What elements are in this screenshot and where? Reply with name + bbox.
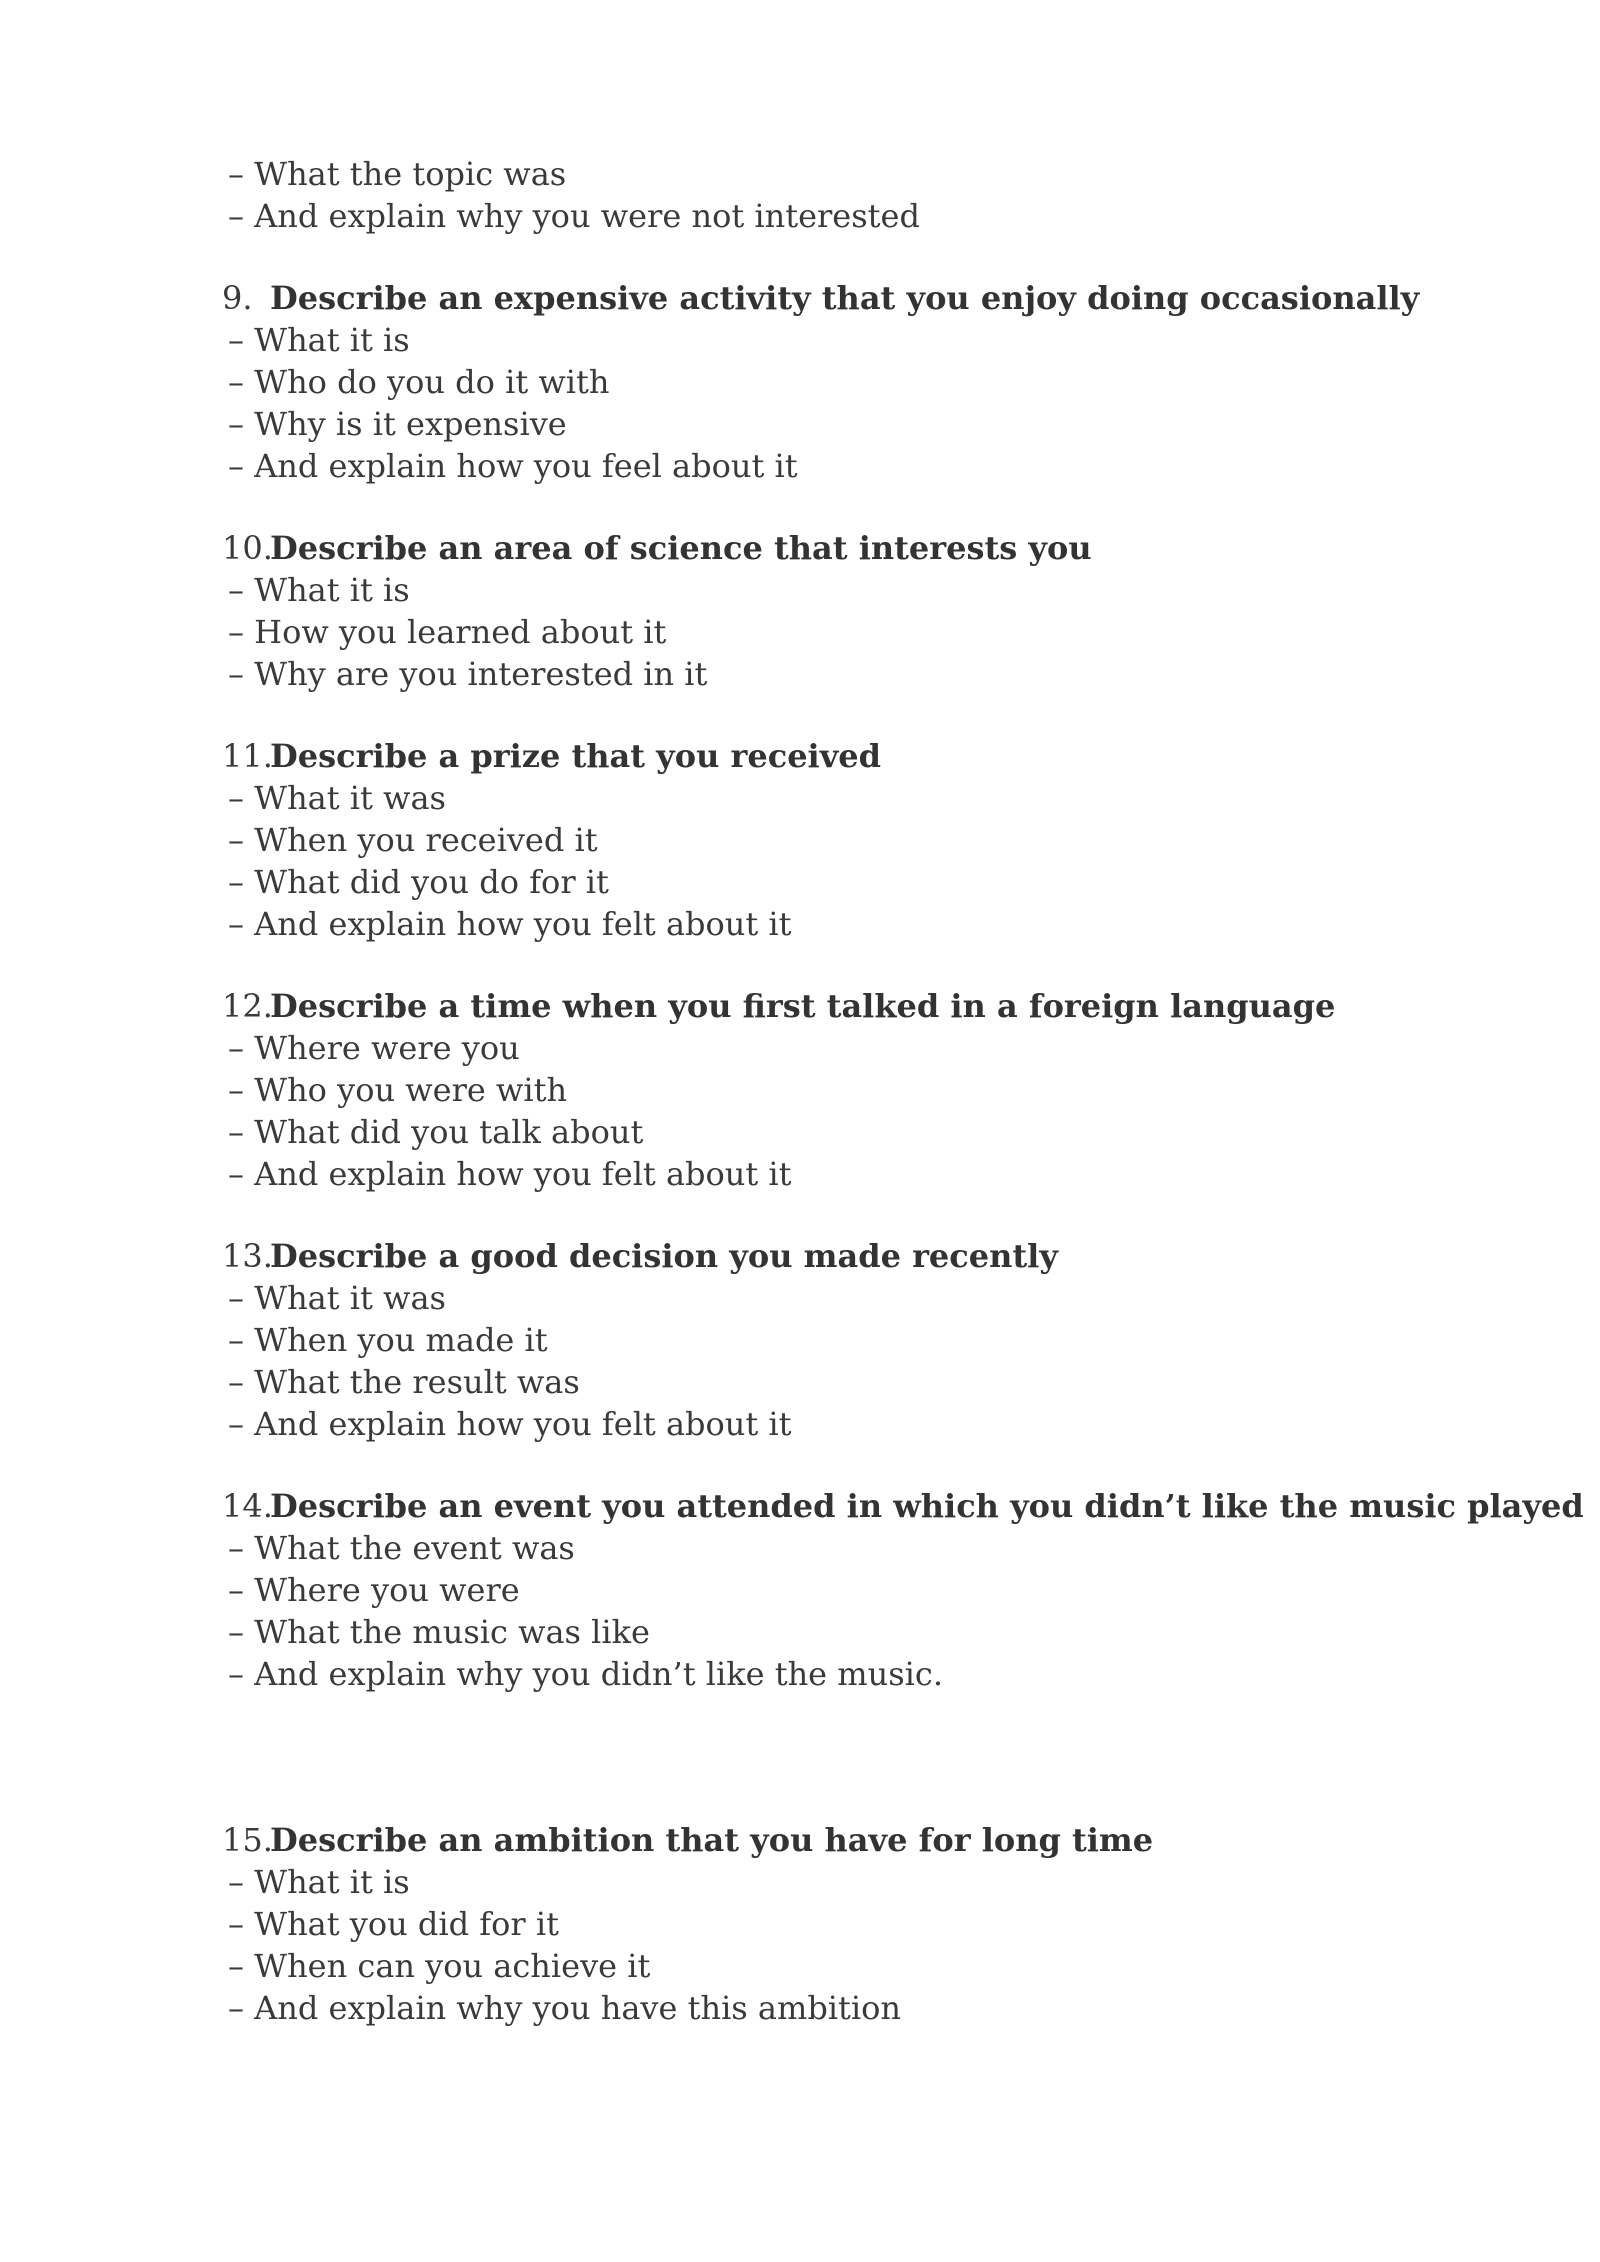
- question-title: Describe a good decision you made recently: [270, 1237, 1058, 1275]
- question-10: [222, 527, 1472, 695]
- prompt-line: – And explain why you have this ambition: [228, 1989, 901, 2027]
- question-number: 10.: [222, 529, 273, 567]
- prompt-line: – Why are you interested in it: [228, 655, 708, 693]
- prompt-line: – What it is: [228, 1863, 410, 1901]
- prompt-line: – What did you do for it: [228, 863, 609, 901]
- question-heading: [222, 527, 1472, 569]
- question-heading: [222, 277, 1472, 319]
- question-13: [222, 1235, 1472, 1445]
- question-heading: [222, 1485, 1584, 1527]
- question-number: 14.: [222, 1487, 273, 1525]
- prompt-line: – What it is: [228, 571, 410, 609]
- prompt-line: – When you received it: [228, 821, 598, 859]
- prompt-line: – Where you were: [228, 1571, 520, 1609]
- prompt-line: – Who do you do it with: [228, 363, 610, 401]
- prompt-line: – And explain how you felt about it: [228, 1405, 792, 1443]
- prompt-line: – What you did for it: [228, 1905, 559, 1943]
- spacer: [222, 1735, 1472, 1819]
- question-title: Describe a time when you first talked in a foreign language: [270, 987, 1336, 1025]
- prompt-line: – And explain how you felt about it: [228, 905, 792, 943]
- question-9: [222, 277, 1472, 487]
- prompt-line: – Who you were with: [228, 1071, 568, 1109]
- prompt-line: – Where were you: [228, 1029, 520, 1067]
- question-heading: [222, 985, 1472, 1027]
- intro-line: – What the topic was: [228, 155, 567, 193]
- question-heading: [222, 1235, 1472, 1277]
- question-15: [222, 1819, 1472, 2029]
- question-number: 9.: [222, 279, 253, 317]
- question-number: 15.: [222, 1821, 273, 1859]
- prompt-line: – What did you talk about: [228, 1113, 644, 1151]
- prompt-line: – When can you achieve it: [228, 1947, 651, 1985]
- prompt-line: – How you learned about it: [228, 613, 667, 651]
- question-title: Describe a prize that you received: [270, 737, 882, 775]
- prompt-line: – What it was: [228, 1279, 446, 1317]
- question-heading: [222, 1819, 1472, 1861]
- question-number: 12.: [222, 987, 273, 1025]
- prompt-line: – What it is: [228, 321, 410, 359]
- prompt-line: – And explain how you felt about it: [228, 1155, 792, 1193]
- prompt-line: – What the music was like: [228, 1613, 650, 1651]
- question-number: 11.: [222, 737, 273, 775]
- question-14: [222, 1485, 1584, 1695]
- question-title: Describe an area of science that interests you: [270, 529, 1092, 567]
- intro-line: – And explain why you were not interested: [228, 197, 920, 235]
- question-heading: [222, 735, 1472, 777]
- intro-block: [222, 153, 1472, 237]
- prompt-line: – Why is it expensive: [228, 405, 567, 443]
- question-title: Describe an ambition that you have for long time: [270, 1821, 1154, 1859]
- prompt-line: – And explain how you feel about it: [228, 447, 798, 485]
- question-title: Describe an expensive activity that you enjoy doing occasionally: [270, 279, 1420, 317]
- question-11: [222, 735, 1472, 945]
- prompt-line: – What it was: [228, 779, 446, 817]
- prompt-line: – When you made it: [228, 1321, 548, 1359]
- prompt-line: – And explain why you didn’t like the music.: [228, 1655, 943, 1693]
- question-title: Describe an event you attended in which you didn’t like the music played: [270, 1487, 1584, 1525]
- question-number: 13.: [222, 1237, 273, 1275]
- document-content: [222, 153, 1584, 2069]
- prompt-line: – What the event was: [228, 1529, 575, 1567]
- prompt-line: – What the result was: [228, 1363, 580, 1401]
- question-12: [222, 985, 1472, 1195]
